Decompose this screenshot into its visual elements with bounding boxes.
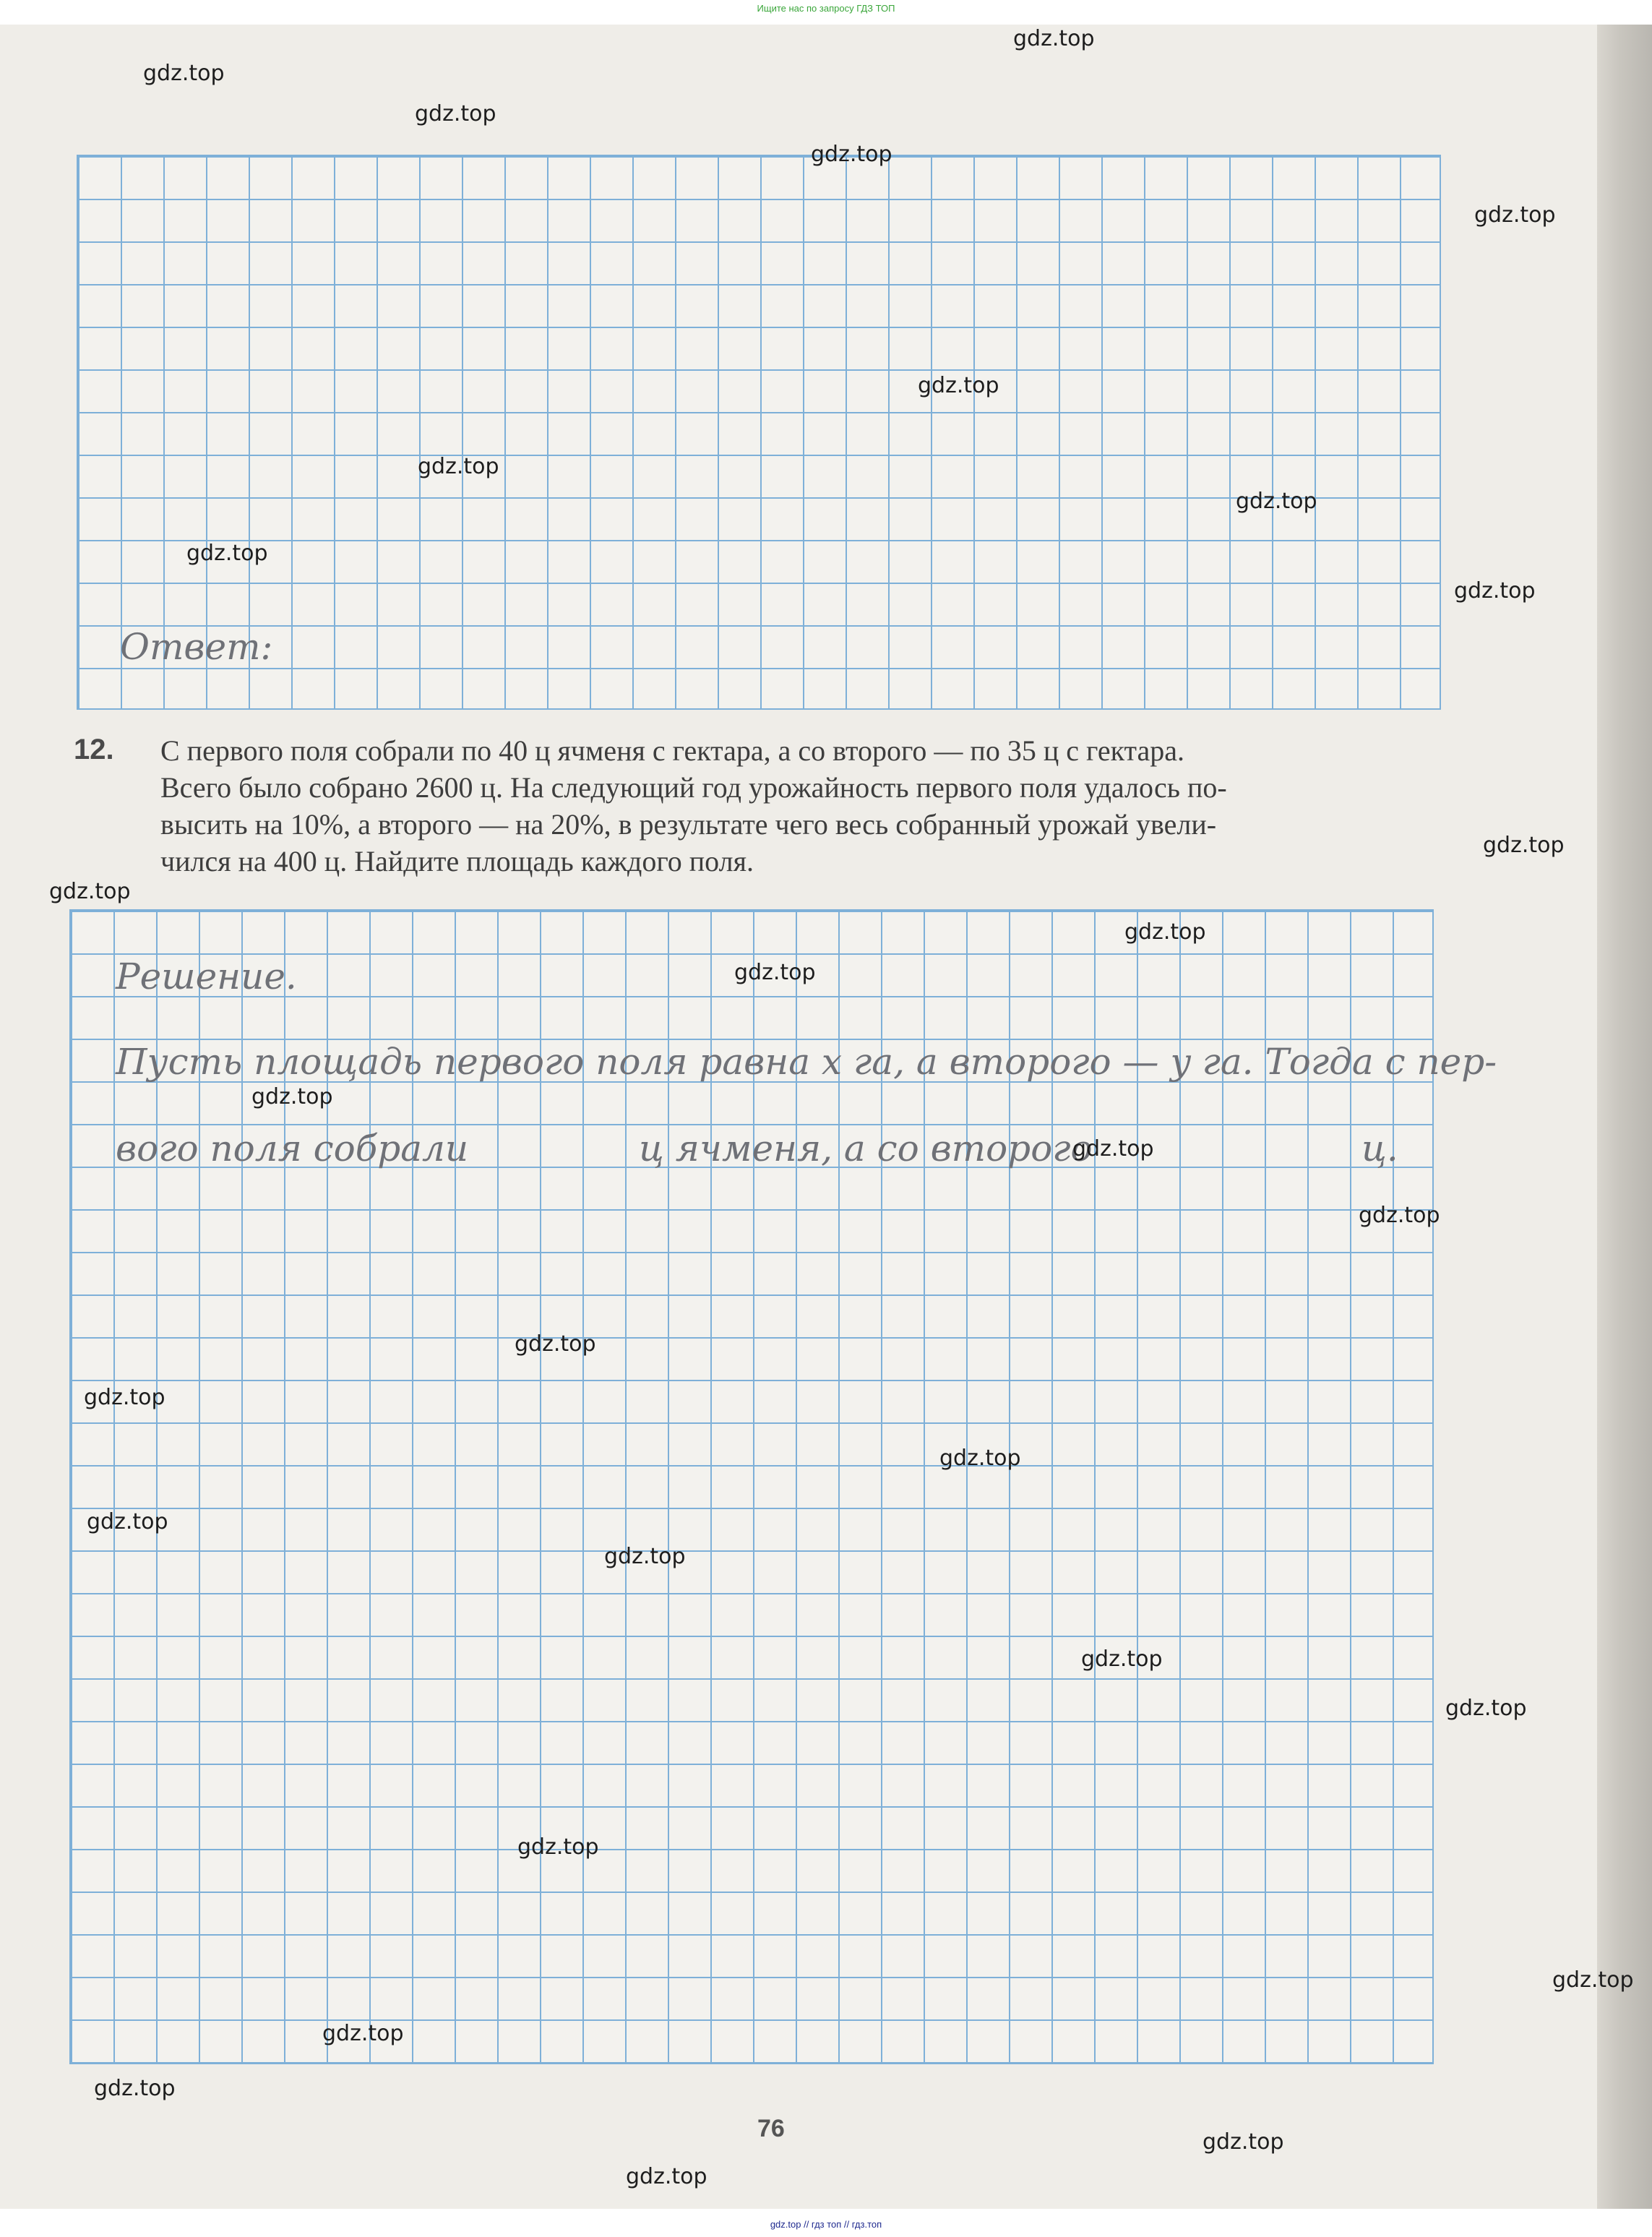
watermark: gdz.top: [1474, 202, 1556, 228]
task-text-line: чился на 400 ц. Найдите площадь каждого поля.: [160, 845, 754, 877]
watermark: gdz.top: [1359, 1203, 1440, 1228]
watermark: gdz.top: [87, 1509, 168, 1534]
watermark: gdz.top: [1483, 833, 1565, 858]
watermark: gdz.top: [1081, 1646, 1163, 1672]
watermark: gdz.top: [811, 142, 892, 167]
watermark: gdz.top: [1552, 1967, 1634, 1993]
watermark: gdz.top: [49, 879, 131, 904]
top-banner: Ищите нас по запросу ГДЗ ТОП: [757, 3, 895, 14]
bottom-banner: gdz.top // гдз топ // гдз.топ: [770, 2219, 882, 2230]
watermark: gdz.top: [415, 101, 496, 126]
watermark: gdz.top: [517, 1834, 599, 1860]
watermark: gdz.top: [186, 541, 268, 566]
solution-line-part: ц.: [1361, 1128, 1398, 1169]
solution-heading: Решение.: [116, 956, 297, 997]
task-text-line: Всего было собрано 2600 ц. На следующий год урожайность первого поля удалось по-: [160, 771, 1227, 804]
answer-label: Ответ:: [120, 626, 273, 668]
watermark: gdz.top: [1013, 26, 1095, 51]
watermark: gdz.top: [626, 2164, 707, 2189]
watermark: gdz.top: [1072, 1136, 1154, 1162]
solution-line-part: ц ячменя, а со второго: [639, 1128, 1093, 1169]
watermark: gdz.top: [604, 1544, 686, 1569]
book-spine-shadow: [1597, 25, 1652, 2209]
watermark: gdz.top: [1454, 578, 1536, 604]
watermark: gdz.top: [515, 1331, 596, 1357]
upper-answer-grid: [77, 155, 1441, 710]
watermark: gdz.top: [734, 960, 816, 985]
watermark: gdz.top: [1445, 1696, 1527, 1721]
watermark: gdz.top: [1236, 489, 1317, 514]
watermark: gdz.top: [84, 1385, 165, 1410]
page-number: 76: [757, 2115, 785, 2142]
watermark: gdz.top: [1203, 2129, 1284, 2155]
watermark: gdz.top: [143, 61, 225, 86]
task-text-line: С первого поля собрали по 40 ц ячменя с гектара, а со второго — по 35 ц с гектара.: [160, 734, 1184, 767]
watermark: gdz.top: [418, 454, 499, 479]
watermark: gdz.top: [939, 1446, 1021, 1471]
watermark: gdz.top: [94, 2076, 176, 2101]
task-number: 12.: [74, 734, 114, 765]
solution-line: Пусть площадь первого поля равна x га, а второго — y га. Тогда с пер-: [116, 1041, 1497, 1083]
solution-line-part: вого поля собрали: [116, 1128, 469, 1169]
watermark: gdz.top: [918, 373, 999, 398]
task-text-line: высить на 10%, а второго — на 20%, в результате чего весь собранный урожай увели-: [160, 808, 1217, 841]
watermark: gdz.top: [1124, 919, 1206, 945]
watermark: gdz.top: [322, 2021, 404, 2046]
watermark: gdz.top: [251, 1084, 333, 1109]
